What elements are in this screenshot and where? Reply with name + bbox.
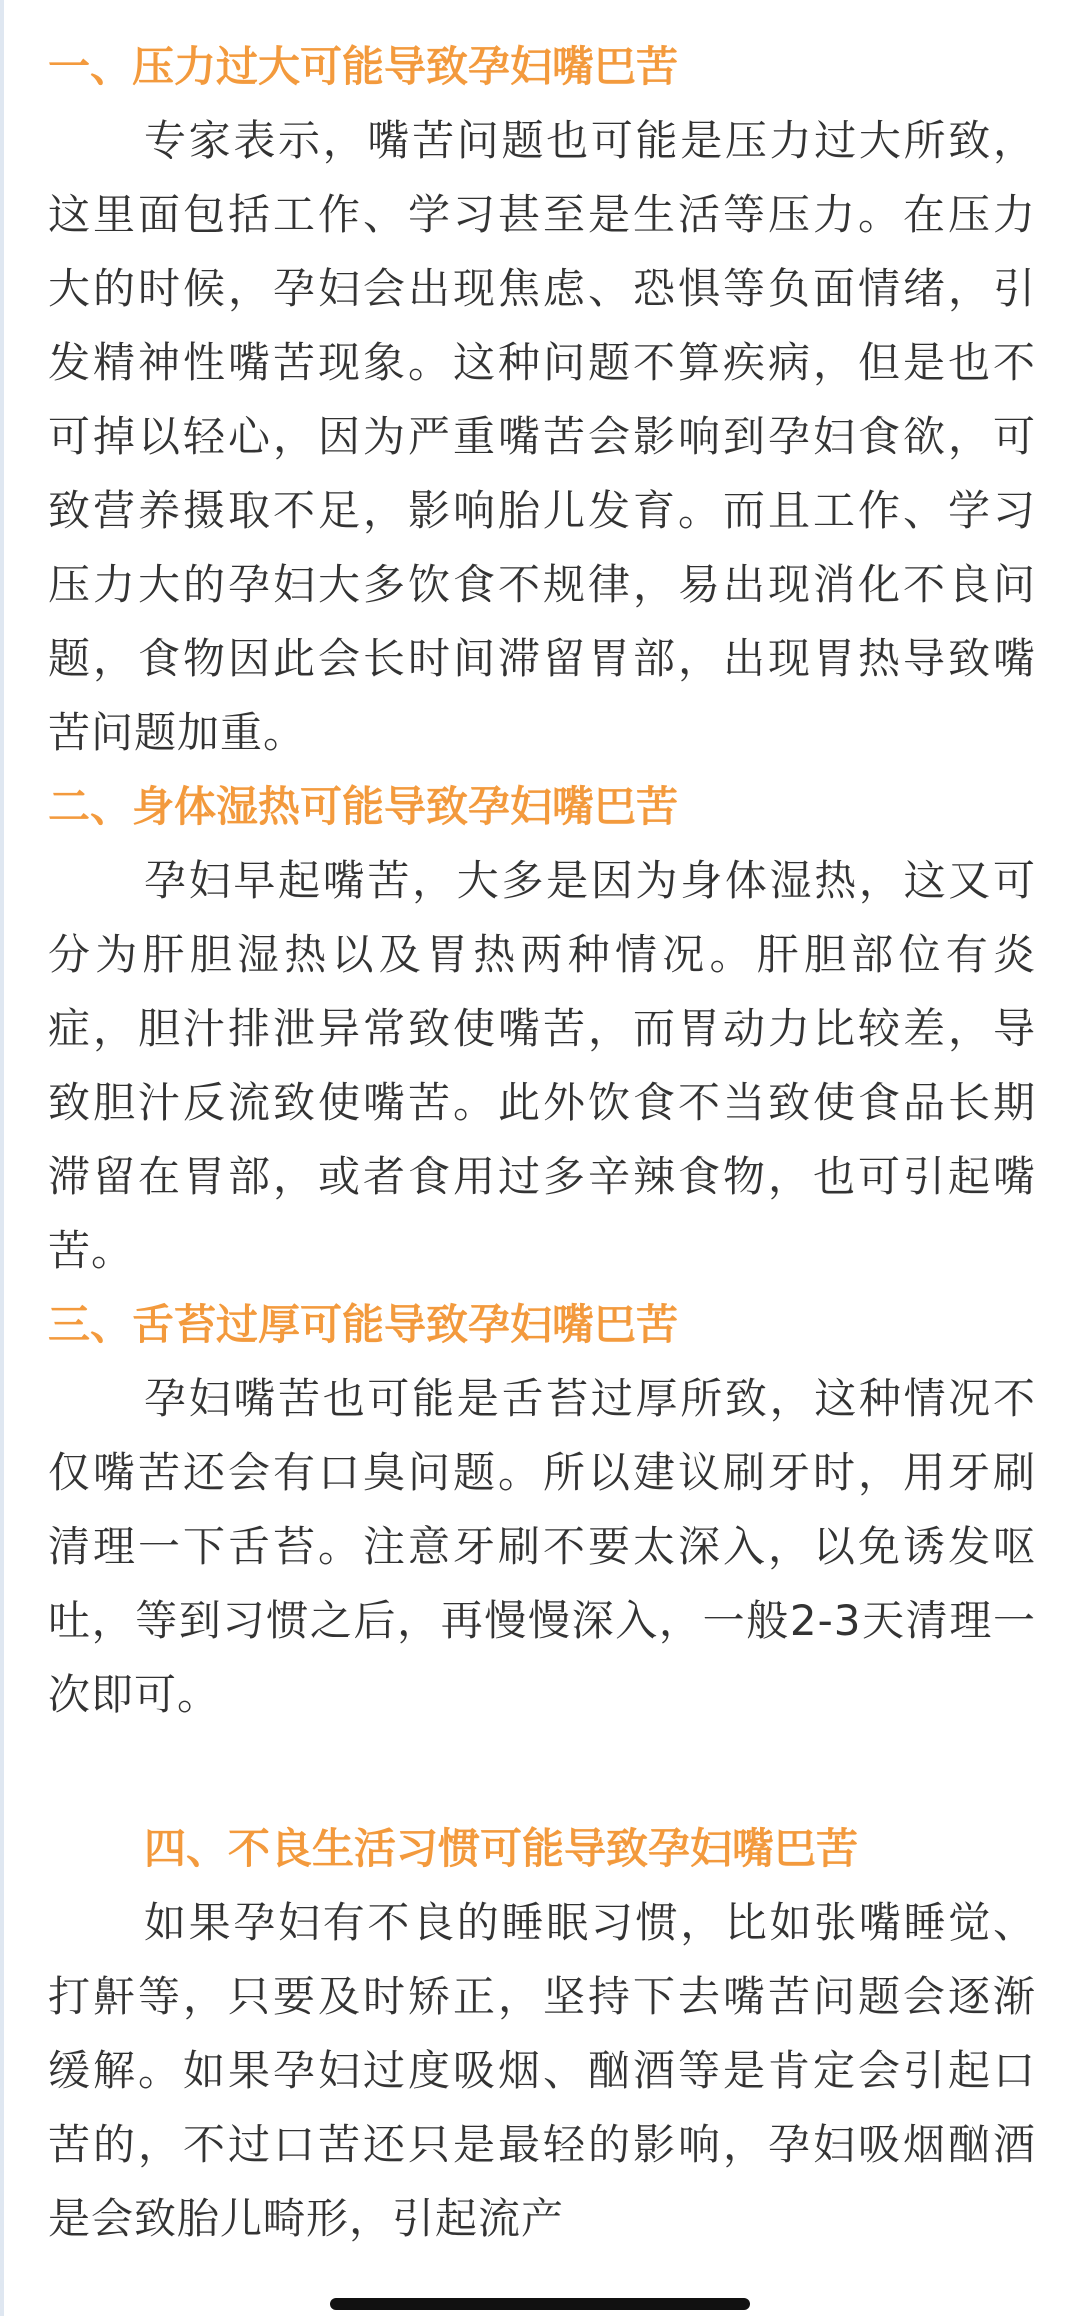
section-paragraph-3: 孕妇嘴苦也可能是舌苔过厚所致，这种情况不仅嘴苦还会有口臭问题。所以建议刷牙时，用牙刷清理一下舌苔。注意牙刷不要太深入，以免诱发呕吐，等到习惯之后，再慢慢深入，一般2-3天清理一次即可。 [48, 1374, 1036, 1719]
home-indicator-bar[interactable] [330, 2298, 750, 2310]
section-heading-2: 二、身体湿热可能导致孕妇嘴巴苦 [48, 782, 679, 831]
section-heading-1: 一、压力过大可能导致孕妇嘴巴苦 [48, 42, 679, 91]
section-paragraph-2: 孕妇早起嘴苦，大多是因为身体湿热，这又可分为肝胆湿热以及胃热两种情况。肝胆部位有炎症，胆汁排泄异常致使嘴苦，而胃动力比较差，导致胆汁反流致使嘴苦。此外饮食不当致使食品长期滞留在胃部，或者食用过多辛辣食物，也可引起嘴苦。 [48, 856, 1036, 1275]
left-border [0, 0, 4, 2316]
section-spacer [48, 1732, 1036, 1812]
section-paragraph-1: 专家表示，嘴苦问题也可能是压力过大所致，这里面包括工作、学习甚至是生活等压力。在压力大的时候，孕妇会出现焦虑、恐惧等负面情绪，引发精神性嘴苦现象。这种问题不算疾病，但是也不可掉以轻心，因为严重嘴苦会影响到孕妇食欲，可致营养摄取不足，影响胎儿发育。而且工作、学习压力大的孕妇大多饮食不规律，易出现消化不良问题，食物因此会长时间滞留胃部，出现胃热导致嘴苦问题加重。 [48, 116, 1036, 757]
section-heading-3: 三、舌苔过厚可能导致孕妇嘴巴苦 [48, 1300, 679, 1349]
article-content [48, 30, 1036, 2256]
section-paragraph-4: 如果孕妇有不良的睡眠习惯，比如张嘴睡觉、打鼾等，只要及时矫正，坚持下去嘴苦问题会逐渐缓解。如果孕妇过度吸烟、酗酒等是肯定会引起口苦的，不过口苦还只是最轻的影响，孕妇吸烟酗酒是会致胎儿畸形，引起流产 [48, 1898, 1036, 2243]
section-heading-4: 四、不良生活习惯可能导致孕妇嘴巴苦 [144, 1824, 859, 1873]
